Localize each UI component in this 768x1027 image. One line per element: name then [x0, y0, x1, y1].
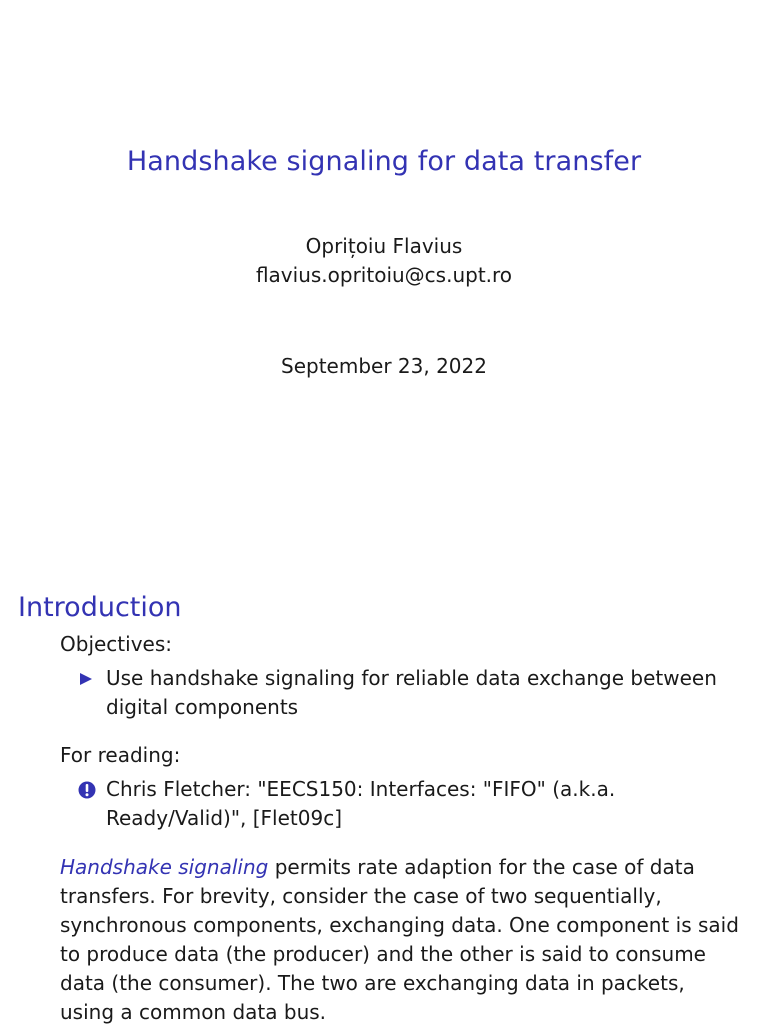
author-email: flavius.opritoiu@cs.upt.ro: [255, 263, 513, 287]
paragraph-line: synchronous components, exchanging data. One component is said: [60, 913, 739, 937]
author-name: Oprițoiu Flavius: [305, 234, 463, 258]
reading-line: Ready/Valid)", [Flet09c]: [106, 806, 342, 830]
intro-paragraph: [60, 853, 750, 1027]
presentation-date: September 23, 2022: [281, 354, 487, 378]
handshake-signaling-term: Handshake signaling: [60, 855, 269, 879]
reading-heading: For reading:: [60, 743, 181, 767]
objective-text: [106, 664, 717, 722]
presentation-title: Handshake signaling for data transfer: [126, 146, 642, 177]
paragraph-line: to produce data (the producer) and the other is said to consume: [60, 942, 706, 966]
reading-text: [106, 775, 615, 833]
objective-item: [78, 664, 758, 722]
reading-line: Chris Fletcher: "EECS150: Interfaces: "FIFO" (a.k.a.: [106, 777, 616, 801]
paragraph-line: using a common data bus.: [60, 1000, 327, 1024]
triangle-bullet-icon: [78, 664, 106, 693]
slide-heading: Introduction: [18, 592, 182, 623]
objective-line: Use handshake signaling for reliable data exchange between: [106, 666, 717, 690]
exclamation-circle-icon: [78, 775, 106, 804]
objectives-heading: Objectives:: [60, 632, 172, 656]
paragraph-text: permits rate adaption for the case of data: [268, 855, 695, 879]
reading-item: [78, 775, 758, 833]
paragraph-line: [60, 853, 750, 882]
paragraph-line: data (the consumer). The two are exchanging data in packets,: [60, 971, 685, 995]
paragraph-line: transfers. For brevity, consider the case of two sequentially,: [60, 884, 662, 908]
objective-line: digital components: [106, 695, 299, 719]
